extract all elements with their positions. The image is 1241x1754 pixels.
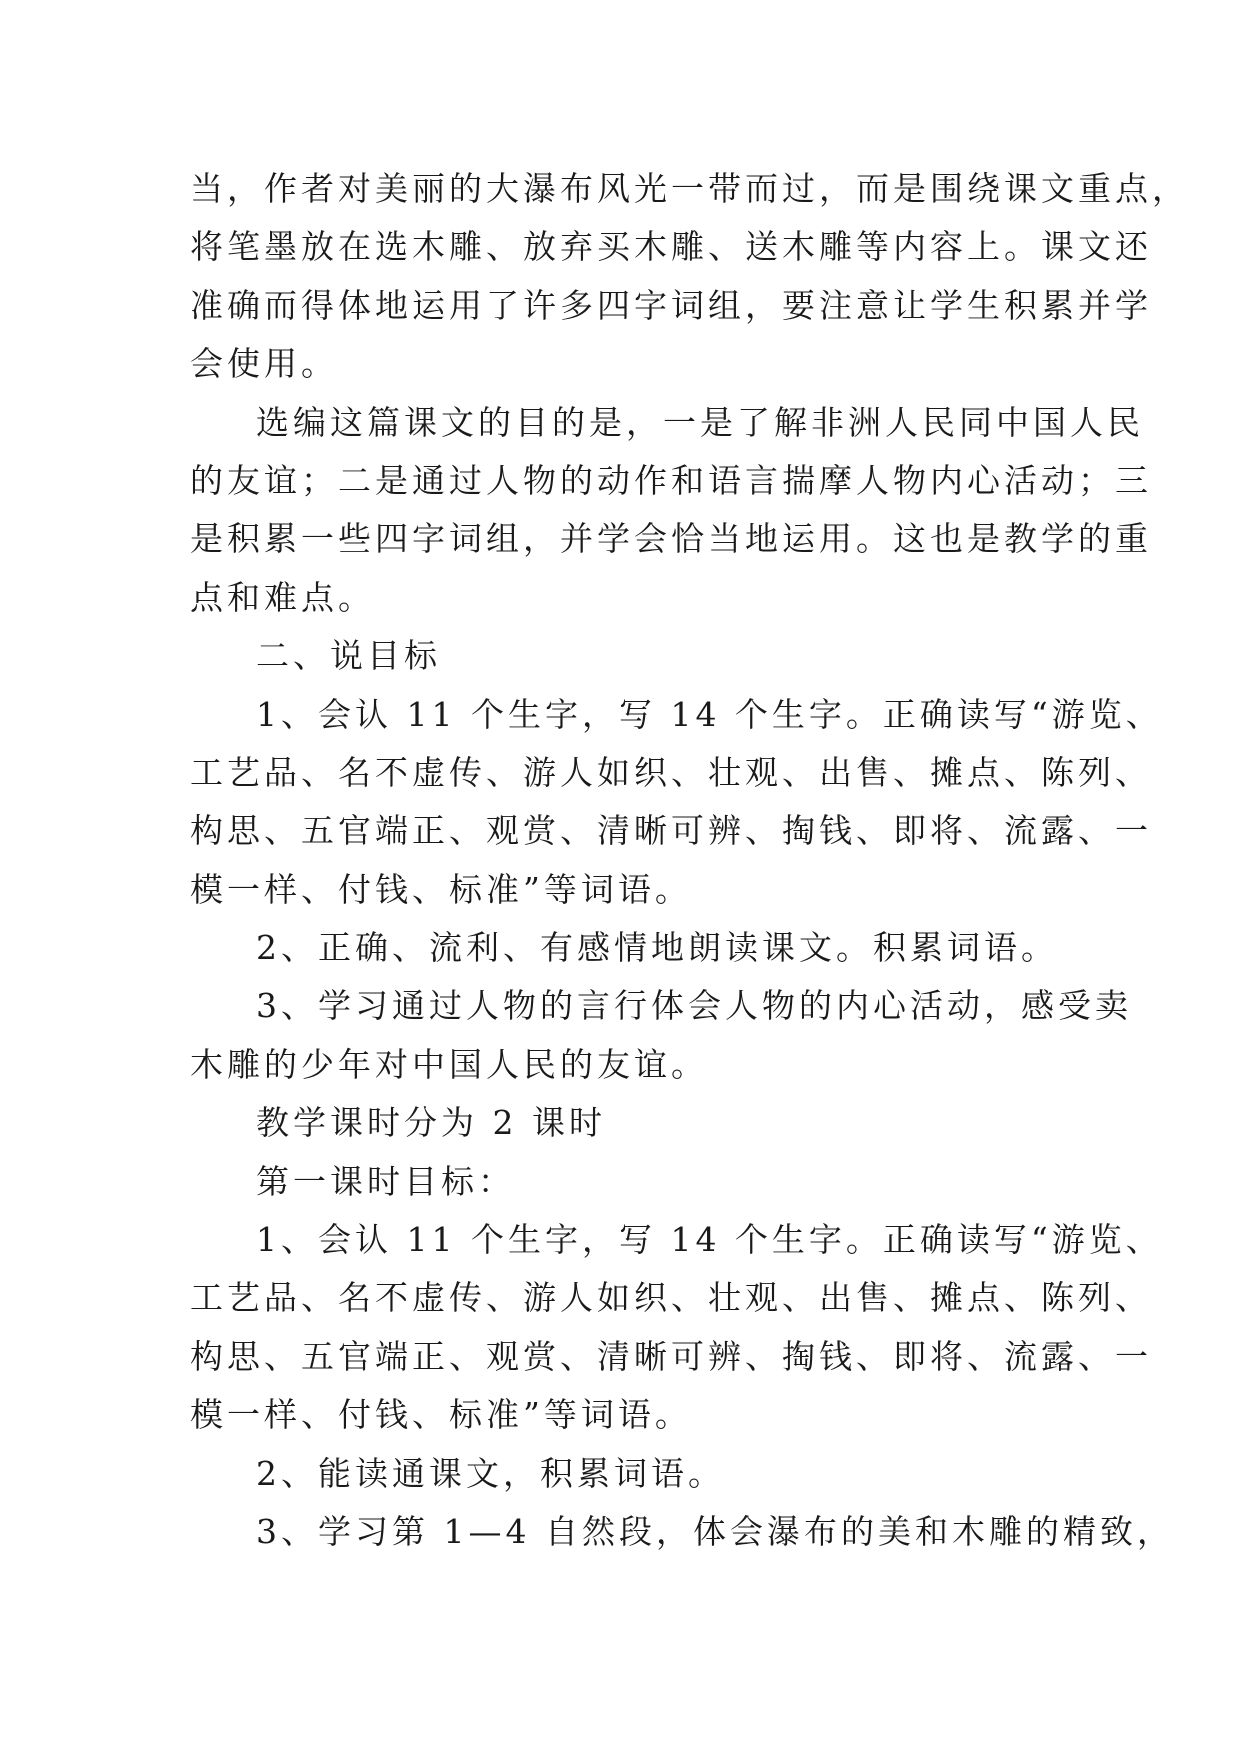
text-line: 工艺品、名不虚传、游人如织、壮观、出售、摊点、陈列、 — [190, 752, 1152, 792]
text-line: 准确而得体地运用了许多四字词组，要注意让学生积累并学 — [190, 285, 1152, 325]
text-line: 木雕的少年对中国人民的友谊。 — [190, 1044, 708, 1084]
text-line: 3、学习通过人物的言行体会人物的内心活动，感受卖 — [256, 986, 1132, 1026]
text-line: 教学课时分为 2 课时 — [256, 1103, 606, 1143]
document-body — [190, 160, 1189, 1561]
text-line: 会使用。 — [190, 344, 338, 384]
text-line: 选编这篇课文的目的是，一是了解非洲人民同中国人民 — [256, 402, 1144, 442]
text-line: 是积累一些四字词组，并学会恰当地运用。这也是教学的重 — [190, 519, 1152, 559]
text-line: 模一样、付钱、标准”等词语。 — [190, 1395, 692, 1435]
text-line: 模一样、付钱、标准”等词语。 — [190, 869, 692, 909]
text-line: 1、会认 11 个生字，写 14 个生字。正确读写“游览、 — [256, 694, 1163, 734]
text-line: 构思、五官端正、观赏、清晰可辨、掏钱、即将、流露、一 — [190, 1336, 1152, 1376]
text-line: 1、会认 11 个生字，写 14 个生字。正确读写“游览、 — [256, 1220, 1163, 1260]
text-line: 2、能读通课文，积累词语。 — [256, 1453, 725, 1493]
text-line: 当，作者对美丽的大瀑布风光一带而过，而是围绕课文重点， — [190, 169, 1189, 208]
text-line: 构思、五官端正、观赏、清晰可辨、掏钱、即将、流露、一 — [190, 811, 1152, 851]
text-line: 第一课时目标： — [256, 1161, 515, 1201]
text-line: 点和难点。 — [190, 577, 375, 617]
text-line: 的友谊；二是通过人物的动作和语言揣摩人物内心活动；三 — [190, 460, 1152, 500]
section-heading: 二、说目标 — [256, 636, 441, 676]
text-line: 3、学习第 1—4 自然段，体会瀑布的美和木雕的精致， — [256, 1511, 1174, 1551]
text-line: 2、正确、流利、有感情地朗读课文。积累词语。 — [256, 928, 1058, 968]
text-line: 工艺品、名不虚传、游人如织、壮观、出售、摊点、陈列、 — [190, 1278, 1152, 1318]
text-line: 将笔墨放在选木雕、放弃买木雕、送木雕等内容上。课文还 — [190, 227, 1152, 267]
